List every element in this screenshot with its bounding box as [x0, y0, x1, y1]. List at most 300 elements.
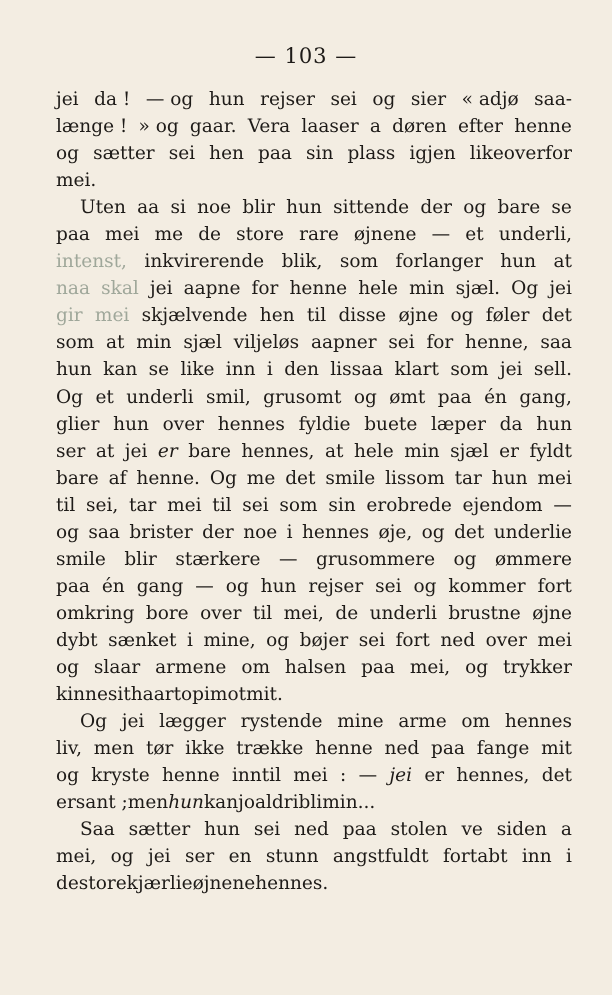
word: sier: [410, 89, 447, 110]
word: me: [246, 467, 276, 489]
word: inn: [521, 846, 552, 868]
word: blir: [242, 197, 275, 219]
word: er: [424, 765, 445, 787]
word: paa: [56, 224, 90, 246]
word: sei: [388, 332, 415, 354]
word: sit: [107, 684, 131, 706]
word: gaar.: [189, 116, 237, 138]
text-line: [56, 275, 572, 302]
word: ikke: [185, 738, 225, 760]
word: hun: [56, 359, 92, 381]
word: se: [148, 359, 170, 381]
word: armene: [155, 656, 227, 678]
page-number: — 103 —: [254, 44, 358, 68]
word: er: [56, 792, 76, 814]
word: henne: [289, 278, 348, 300]
text-line: [56, 627, 572, 654]
word: henne: [162, 765, 220, 787]
text-line: [56, 465, 572, 492]
word: stolen: [390, 819, 448, 841]
word: bli: [298, 792, 323, 814]
word: at: [324, 440, 344, 462]
word: sei: [253, 819, 281, 841]
word: et: [95, 386, 114, 408]
word: som: [56, 332, 95, 354]
word: til: [252, 602, 273, 624]
word: haart: [130, 684, 182, 706]
word: lægger: [159, 711, 226, 733]
word: øjne: [398, 305, 439, 327]
word: sei: [330, 89, 357, 110]
word: underli,: [498, 224, 572, 246]
word: ned: [384, 738, 420, 760]
word: mei,: [283, 602, 324, 624]
word: til: [56, 494, 76, 516]
word: i: [266, 359, 273, 381]
word: klart: [394, 359, 439, 381]
word: paa: [56, 575, 90, 597]
word: mit: [541, 738, 572, 760]
word: siden: [496, 819, 547, 841]
word: a: [369, 116, 381, 138]
word: Uten: [80, 197, 126, 219]
word: noe: [197, 197, 232, 219]
word: hun: [260, 575, 297, 597]
paragraph: [56, 708, 572, 816]
word: sei: [168, 143, 196, 165]
word: rejser: [308, 575, 364, 597]
word: smil,: [205, 386, 251, 408]
word: likeoverfor: [469, 143, 572, 165]
word: Saa: [80, 819, 115, 841]
word: aa: [137, 197, 160, 219]
word: om: [461, 711, 491, 733]
word: kjærlie: [126, 873, 193, 895]
word: stunn: [265, 846, 319, 868]
word: store: [78, 873, 127, 895]
word: tar: [129, 494, 157, 516]
word: ømmere: [495, 548, 572, 570]
word: det: [541, 765, 572, 787]
text-line: [56, 654, 572, 681]
word: imot: [204, 684, 247, 706]
word: store: [236, 224, 284, 246]
word: i: [565, 846, 572, 868]
word: hennes: [301, 521, 370, 543]
text-line: [56, 167, 572, 194]
word: Og: [511, 278, 539, 300]
word: det: [541, 305, 572, 327]
word: et: [465, 224, 484, 246]
word: Vera: [247, 116, 291, 138]
word: gang,: [519, 386, 572, 408]
word: plass: [347, 143, 396, 165]
word: disse: [338, 305, 387, 327]
word: gir: [56, 305, 83, 327]
word: jei: [121, 711, 145, 733]
word: omkring: [56, 602, 135, 624]
word: lissom: [385, 467, 445, 489]
word: hun: [536, 413, 572, 435]
text-line: [56, 492, 572, 519]
word: skjælvende: [141, 305, 248, 327]
word: sei: [242, 494, 269, 516]
word: om: [241, 656, 270, 678]
text-line: [56, 708, 572, 735]
text-line: [56, 735, 572, 762]
word: min: [136, 332, 172, 354]
word: hun: [113, 413, 149, 435]
word: til: [306, 305, 327, 327]
word: hun: [286, 197, 322, 219]
word: ve: [461, 819, 483, 841]
word: over: [162, 413, 205, 435]
word: grusomt: [263, 386, 342, 408]
word: sjæl: [183, 332, 222, 354]
word: kan: [203, 792, 239, 814]
text-line: [56, 113, 572, 140]
word: og: [450, 305, 474, 327]
word: for: [251, 278, 279, 300]
word: døren: [392, 116, 447, 138]
word: sænket: [108, 629, 177, 651]
word: ejendom: [462, 494, 543, 516]
word: smile: [56, 548, 106, 570]
word: og: [56, 656, 79, 678]
word: min: [404, 440, 440, 462]
word: der: [420, 197, 452, 219]
word: jei: [499, 359, 523, 381]
word: sei: [358, 629, 386, 651]
text-line: [56, 194, 572, 221]
word: min...: [322, 792, 376, 814]
word: sei: [375, 575, 402, 597]
word: bøjer: [299, 629, 349, 651]
word: hennes.: [255, 873, 329, 895]
word: brister: [129, 521, 193, 543]
word: og: [372, 89, 396, 110]
word: Og: [80, 711, 108, 733]
word: aapne: [183, 278, 241, 300]
word: si: [170, 197, 186, 219]
word: der: [202, 521, 234, 543]
word: sjæl.: [455, 278, 501, 300]
word: sant ;: [75, 792, 128, 814]
word: » og: [138, 116, 179, 138]
text-line: [56, 600, 572, 627]
text-line: [56, 681, 572, 708]
word: —: [195, 575, 214, 597]
word: at: [105, 332, 125, 354]
word: paa: [361, 656, 395, 678]
text-line: [56, 384, 572, 411]
word: sittende: [333, 197, 410, 219]
word: smile: [325, 467, 376, 489]
word: som: [450, 359, 489, 381]
word: hun: [168, 792, 204, 814]
word: og: [225, 575, 249, 597]
word: for: [426, 332, 454, 354]
word: sætter: [128, 819, 191, 841]
word: — og: [145, 89, 194, 110]
word: fort: [395, 629, 430, 651]
word: mit.: [246, 684, 283, 706]
word: :: [340, 765, 347, 787]
word: mei: [293, 765, 328, 787]
paragraph: [56, 816, 572, 897]
word: liv,: [56, 738, 82, 760]
word: min: [409, 278, 445, 300]
word: slaar: [93, 656, 141, 678]
word: ser: [56, 440, 86, 462]
word: den: [284, 359, 319, 381]
word: og: [110, 846, 134, 868]
word: like: [180, 359, 215, 381]
paragraph: [56, 86, 572, 194]
word: ned: [294, 819, 329, 841]
text-line: [56, 546, 572, 573]
word: mei,: [56, 846, 97, 868]
word: saa: [88, 521, 120, 543]
word: efter: [458, 116, 504, 138]
text-line: [56, 870, 572, 897]
word: de: [56, 873, 79, 895]
word: ned: [440, 629, 476, 651]
word: men: [127, 792, 169, 814]
word: bare: [188, 440, 231, 462]
word: paa: [431, 738, 465, 760]
word: noe: [243, 521, 278, 543]
text-line: [56, 329, 572, 356]
word: mei: [537, 467, 572, 489]
word: og: [465, 656, 489, 678]
word: jei: [389, 765, 412, 787]
word: som: [339, 251, 379, 273]
word: og: [56, 143, 79, 165]
word: erobrede: [366, 494, 452, 516]
text-line: [56, 519, 572, 546]
word: hun: [500, 251, 537, 273]
word: underli: [369, 602, 437, 624]
word: stærkere: [175, 548, 261, 570]
word: sell.: [533, 359, 572, 381]
text-line: [56, 438, 572, 465]
word: hen: [259, 305, 295, 327]
word: at: [553, 251, 572, 273]
word: tar: [454, 467, 482, 489]
word: og: [56, 765, 79, 787]
word: fange: [476, 738, 530, 760]
word: er: [157, 440, 178, 462]
word: og: [463, 197, 487, 219]
word: kinne: [56, 684, 108, 706]
word: jei: [124, 440, 148, 462]
text-line: [56, 762, 572, 789]
text-line: [56, 221, 572, 248]
word: skal: [101, 278, 139, 300]
word: øjnene: [353, 224, 417, 246]
word: længe !: [56, 116, 128, 138]
word: over: [200, 602, 242, 624]
word: og: [421, 521, 445, 543]
word: lissaa: [330, 359, 384, 381]
word: det: [285, 467, 316, 489]
text-line: [56, 140, 572, 167]
word: sin: [306, 143, 334, 165]
word: mei,: [409, 656, 451, 678]
word: en: [228, 846, 252, 868]
word: —: [358, 765, 378, 787]
word: er: [499, 440, 519, 462]
text-line: [56, 789, 572, 816]
word: blik,: [281, 251, 323, 273]
word: til: [212, 494, 232, 516]
text-line: [56, 843, 572, 870]
word: fort: [537, 575, 572, 597]
word: mei: [537, 629, 572, 651]
word: hennes,: [456, 765, 530, 787]
word: ser: [184, 846, 215, 868]
word: mine,: [203, 629, 256, 651]
word: bore: [145, 602, 189, 624]
word: hun: [208, 89, 245, 110]
word: blir: [124, 548, 157, 570]
word: paa: [437, 386, 472, 408]
word: fyldie: [298, 413, 351, 435]
word: henne.: [136, 467, 200, 489]
word: hennes: [504, 711, 572, 733]
word: angstfuldt: [332, 846, 429, 868]
word: i: [187, 629, 193, 651]
word: inn: [225, 359, 256, 381]
text-line: [56, 248, 572, 275]
word: mei.: [56, 170, 97, 192]
word: henne: [315, 738, 373, 760]
word: øjnene: [192, 873, 256, 895]
word: hun: [491, 467, 528, 489]
word: og: [56, 521, 79, 543]
text-line: [56, 356, 572, 383]
word: og: [453, 548, 477, 570]
word: Og: [56, 386, 84, 408]
word: hennes,: [241, 440, 315, 462]
word: kryste: [91, 765, 150, 787]
word: over: [485, 629, 527, 651]
word: som: [279, 494, 318, 516]
word: én: [484, 386, 507, 408]
word: paa: [258, 143, 292, 165]
word: viljeløs: [233, 332, 300, 354]
word: aldri: [254, 792, 299, 814]
word: henne: [514, 116, 572, 138]
word: underli: [126, 386, 194, 408]
word: og: [353, 386, 377, 408]
word: dybt: [56, 629, 98, 651]
word: hele: [358, 278, 398, 300]
word: inntil: [231, 765, 281, 787]
word: brustne: [448, 602, 521, 624]
word: bare: [497, 197, 541, 219]
word: kommer: [448, 575, 526, 597]
word: én: [101, 575, 125, 597]
text-line: [56, 573, 572, 600]
word: me: [154, 224, 184, 246]
word: grusommere: [315, 548, 436, 570]
word: paa: [342, 819, 377, 841]
word: gang: [136, 575, 184, 597]
word: rare: [299, 224, 339, 246]
word: forlanger: [395, 251, 483, 273]
word: og: [413, 575, 437, 597]
word: rystende: [240, 711, 323, 733]
word: det: [454, 521, 485, 543]
text-line: [56, 86, 572, 113]
word: da !: [94, 89, 131, 110]
word: intenst,: [56, 251, 127, 273]
word: op: [181, 684, 205, 706]
word: igjen: [409, 143, 456, 165]
text-line: [56, 816, 572, 843]
word: øjne: [532, 602, 572, 624]
word: af: [108, 467, 127, 489]
word: jei: [148, 846, 171, 868]
text-line: [56, 411, 572, 438]
word: trykker: [503, 656, 572, 678]
word: men: [93, 738, 135, 760]
word: underlie: [493, 521, 572, 543]
word: jei: [149, 278, 173, 300]
word: hennes: [217, 413, 285, 435]
word: trække: [236, 738, 304, 760]
word: bare: [56, 467, 99, 489]
word: sin: [328, 494, 356, 516]
word: jei: [56, 89, 79, 110]
word: sætter: [93, 143, 155, 165]
word: mei: [94, 305, 130, 327]
word: arme: [398, 711, 447, 733]
word: føler: [485, 305, 530, 327]
word: mei: [167, 494, 202, 516]
word: hen: [209, 143, 244, 165]
word: saa: [540, 332, 572, 354]
word: rejser: [260, 89, 315, 110]
word: og: [266, 629, 290, 651]
word: inkvirerende: [144, 251, 265, 273]
word: at: [95, 440, 115, 462]
paragraph: [56, 194, 572, 708]
word: halsen: [284, 656, 347, 678]
word: Og: [209, 467, 237, 489]
word: de: [335, 602, 359, 624]
body-text: [56, 86, 572, 897]
word: —: [431, 224, 451, 246]
word: de: [198, 224, 221, 246]
word: —: [278, 548, 298, 570]
word: « adjø: [461, 89, 519, 110]
word: laaser: [301, 116, 359, 138]
word: i: [286, 521, 293, 543]
word: aapner: [310, 332, 377, 354]
word: fortabt: [442, 846, 508, 868]
word: øje,: [378, 521, 413, 543]
word: læper: [431, 413, 486, 435]
word: sjæl: [450, 440, 489, 462]
word: kan: [103, 359, 138, 381]
word: mei: [105, 224, 140, 246]
word: henne,: [465, 332, 529, 354]
text-line: [56, 302, 572, 329]
word: se: [551, 197, 572, 219]
